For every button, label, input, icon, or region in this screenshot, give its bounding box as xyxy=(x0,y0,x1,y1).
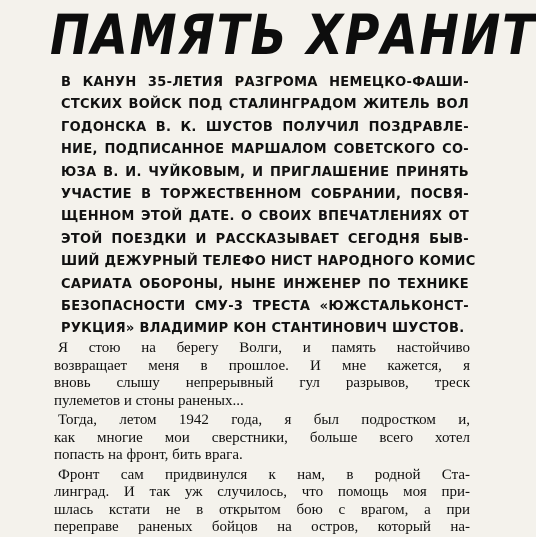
body-paragraph xyxy=(54,467,470,537)
body-paragraph xyxy=(54,412,470,465)
lead-line: ГОДОНСКА В. К. ШУСТОВ ПОЛУЧИЛ ПОЗДРАВЛЕ- xyxy=(61,119,469,135)
lead-line: ЩЕННОМ ЭТОЙ ДАТЕ. О СВОИХ ВПЕЧАТЛЕНИЯХ ОТ xyxy=(61,209,469,225)
body-line: линград. И так уж случилось, что помощь моя при- xyxy=(54,484,470,500)
body-line: Я стою на берегу Волги, и память настойчиво xyxy=(58,340,470,356)
body-line: пулеметов и стоны раненых... xyxy=(54,392,244,409)
body-line: как многие мои сверстники, больше всего хотел xyxy=(54,429,470,446)
lead-line: ЭТОЙ ПОЕЗДКИ И РАССКАЗЫВАЕТ СЕГОДНЯ БЫВ- xyxy=(61,231,469,247)
body-line: вновь слышу непрерывный гул разрывов, треск xyxy=(54,375,470,391)
lead-paragraph xyxy=(61,72,476,341)
lead-line: БЕЗОПАСНОСТИ СМУ-3 ТРЕСТА «ЮЖСТАЛЬКОНСТ- xyxy=(61,298,469,314)
body-line: Фронт сам придвинулся к нам, в родной Ста- xyxy=(58,466,470,483)
headline: ПАМЯТЬ ХРАНИТ xyxy=(50,3,536,67)
body-paragraph xyxy=(54,340,470,410)
article-body xyxy=(54,340,470,537)
lead-line: В КАНУН 35-ЛЕТИЯ РАЗГРОМА НЕМЕЦКО-ФАШИ- xyxy=(61,75,469,90)
lead-line: НИЕ, ПОДПИСАННОЕ МАРШАЛОМ СОВЕТСКОГО СО- xyxy=(61,142,469,158)
lead-line: РУКЦИЯ» ВЛАДИМИР КОН СТАНТИНОВИЧ ШУСТОВ. xyxy=(61,321,465,337)
body-line: переправе раненых бойцов на остров, который на- xyxy=(54,519,470,535)
lead-line: СТСКИХ ВОЙСК ПОД СТАЛИНГРАДОМ ЖИТЕЛЬ ВОЛ xyxy=(61,97,469,113)
lead-line: УЧАСТИЕ В ТОРЖЕСТВЕННОМ СОБРАНИИ, ПОСВЯ- xyxy=(61,186,469,202)
lead-line: ЮЗА В. И. ЧУЙКОВЫМ, И ПРИГЛАШЕНИЕ ПРИНЯТЬ xyxy=(61,164,469,180)
lead-line: САРИАТА ОБОРОНЫ, НЫНЕ ИНЖЕНЕР ПО ТЕХНИКЕ xyxy=(61,276,469,292)
body-line: попасть на фронт, бить врага. xyxy=(54,447,243,463)
lead-line: ШИЙ ДЕЖУРНЫЙ ТЕЛЕФО НИСТ НАРОДНОГО КОМИС xyxy=(61,254,476,270)
body-line: Тогда, летом 1942 года, я был подростком и, xyxy=(58,412,470,428)
body-line: возвращает меня в прошлое. И мне кажется, я xyxy=(54,357,470,374)
body-line: шлась кстати не в открытом бою с врагом, а при xyxy=(54,501,470,518)
